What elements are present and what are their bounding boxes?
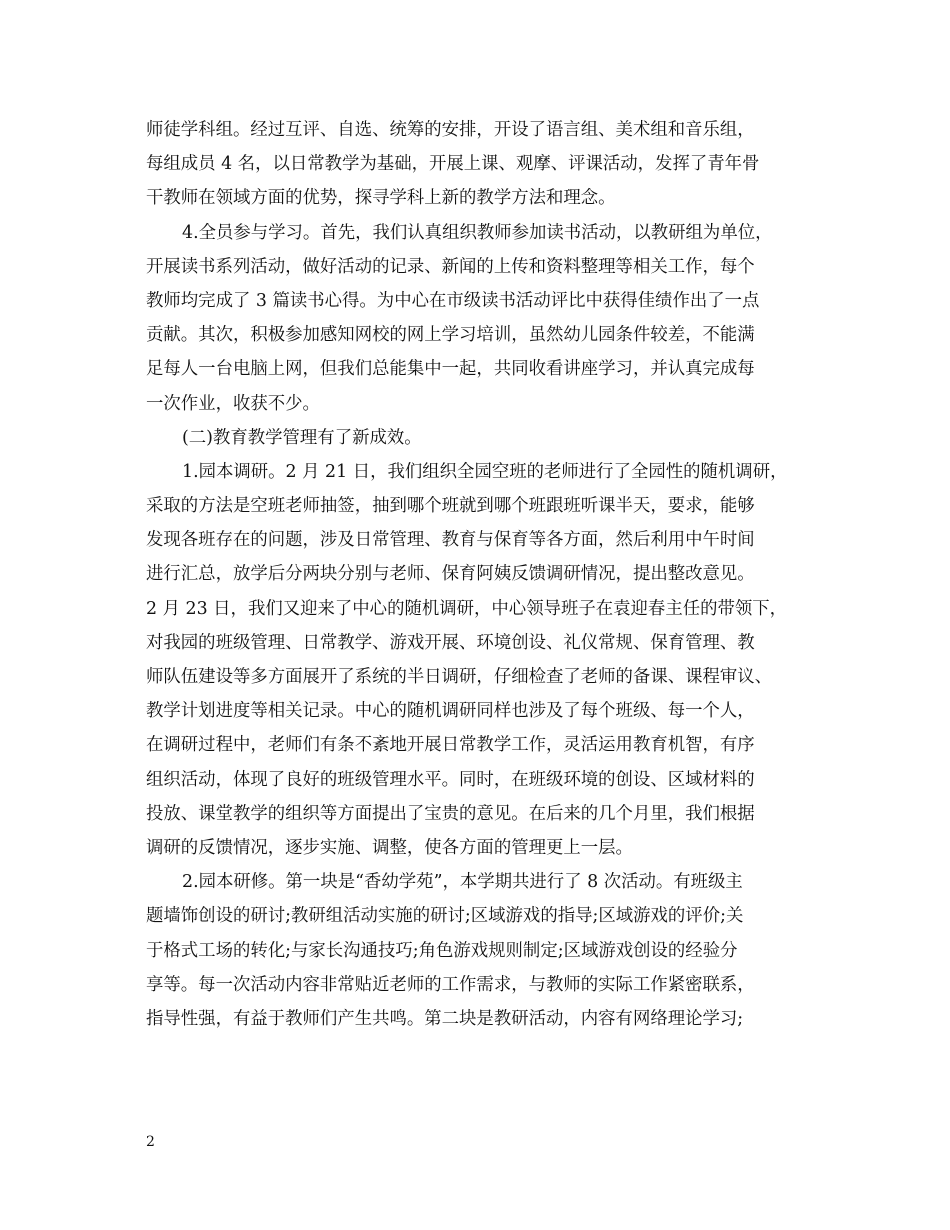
text-line: 2.园本研修。第一块是“香幼学苑”，本学期共进行了 8 次活动。有班级主 (182, 872, 743, 893)
text-line: 开展读书系列活动，做好活动的记录、新闻的上传和资料整理等相关工作，每个 (146, 256, 755, 277)
text-line: 题墙饰创设的研讨;教研组活动实施的研讨;区域游戏的指导;区域游戏的评价;关 (146, 906, 744, 927)
text-line: 一次作业，收获不少。 (146, 393, 320, 414)
page-number: 2 (146, 1134, 155, 1150)
text-line: 对我园的班级管理、日常教学、游戏开展、环境创设、礼仪常规、保育管理、教 (146, 632, 755, 653)
text-line: 采取的方法是空班老师抽签，抽到哪个班就到哪个班跟班听课半天，要求，能够 (146, 496, 755, 517)
text-line: 进行汇总，放学后分两块分别与老师、保育阿姨反馈调研情况，提出整改意见。 (146, 564, 755, 585)
text-line: 师徒学科组。经过互评、自选、统筹的安排，开设了语言组、美术组和音乐组， (146, 120, 755, 140)
text-line: 4.全员参与学习。首先，我们认真组织教师参加读书活动，以教研组为单位， (182, 222, 773, 243)
text-line: 投放、课堂教学的组织等方面提出了宝贵的意见。在后来的几个月里，我们根据 (146, 803, 755, 824)
text-line: 在调研过程中，老师们有条不紊地开展日常教学工作，灵活运用教育机智，有序 (146, 735, 755, 756)
text-line: 指导性强，有益于教师们产生共鸣。第二块是教研活动，内容有网络理论学习; (146, 1008, 744, 1029)
text-line: 于格式工场的转化;与家长沟通技巧;角色游戏规则制定;区域游戏创设的经验分 (146, 940, 738, 961)
text-line: 教师均完成了 3 篇读书心得。为中心在市级读书活动评比中获得佳绩作出了一点 (146, 290, 760, 311)
text-line: (二)教育教学管理有了新成效。 (182, 427, 422, 448)
text-line: 2 月 23 日，我们又迎来了中心的随机调研，中心领导班子在袁迎春主任的带领下， (146, 598, 788, 619)
text-line: 享等。每一次活动内容非常贴近老师的工作需求，与教师的实际工作紧密联系， (146, 974, 755, 995)
body-text (146, 113, 811, 1036)
text-line: 贡献。其次，积极参加感知网校的网上学习培训，虽然幼儿园条件较差，不能满 (146, 325, 755, 346)
text-line: 每组成员 4 名，以日常教学为基础，开展上课、观摩、评课活动，发挥了青年骨 (146, 154, 760, 175)
text-line: 调研的反馈情况，逐步实施、调整，使各方面的管理更上一层。 (146, 837, 633, 858)
text-line: 足每人一台电脑上网，但我们总能集中一起，共同收看讲座学习，并认真完成每 (146, 359, 755, 380)
text-line: 组织活动，体现了良好的班级管理水平。同时，在班级环境的创设、区域材料的 (146, 769, 755, 790)
text-line: 干教师在领域方面的优势，探寻学科上新的教学方法和理念。 (146, 188, 616, 209)
text-line: 师队伍建设等多方面展开了系统的半日调研，仔细检查了老师的备课、课程审议、 (146, 667, 773, 687)
text-line: 1.园本调研。2 月 21 日，我们组织全园空班的老师进行了全园性的随机调研， (182, 461, 788, 482)
text-line: 教学计划进度等相关记录。中心的随机调研同样也涉及了每个班级、每一个人， (146, 701, 755, 722)
text-line: 发现各班存在的问题，涉及日常管理、教育与保育等各方面，然后利用中午时间 (146, 530, 755, 551)
